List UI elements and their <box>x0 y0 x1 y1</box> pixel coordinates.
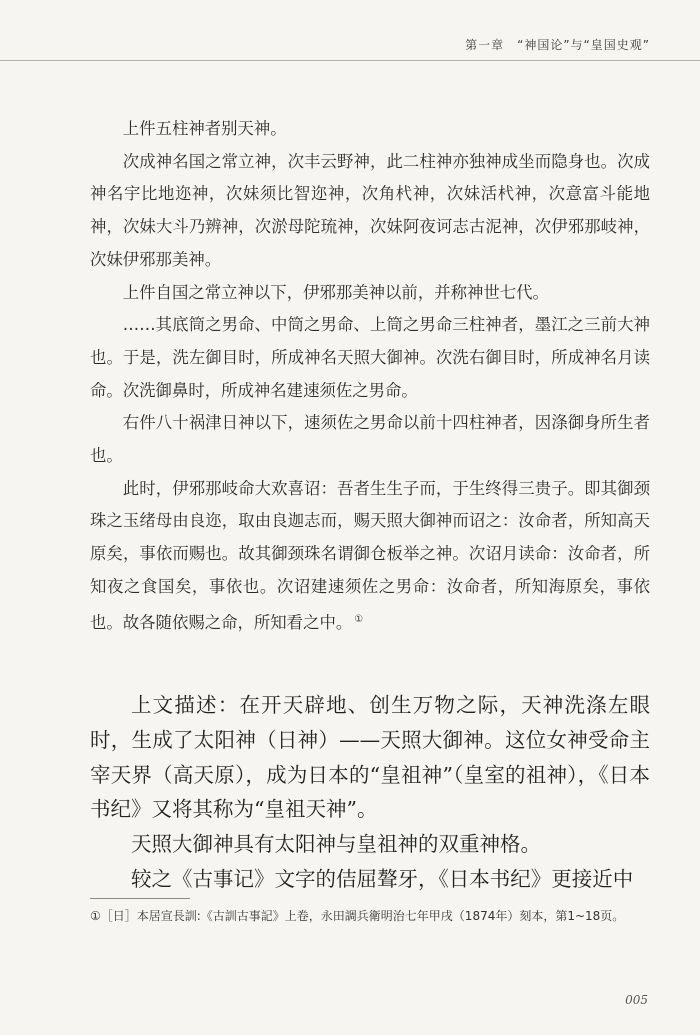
page-number: 005 <box>625 993 648 1007</box>
footnote-rule <box>90 898 190 899</box>
quote-paragraph-text: 此时，伊邪那岐命大欢喜诏：吾者生生子而，于生终得三贵子。即其御颈珠之玉绪母由良迩，取由良迦志而，赐天照大御神而诏之：汝命者，所知高天原矣，事依而赐也。故其御颈珠名谓御仓板举之神。次诏月读命：汝命者，所知夜之食国矣，事依也。次诏建速须佐之男命：汝命者，所知海原矣，事依也。故各随依赐之命，所知看之中。 <box>90 478 650 632</box>
quote-paragraph: ……其底筒之男命、中筒之男命、上筒之男命三柱神者，墨江之三前大神也。于是，洗左御目时，所成神名天照大御神。次洗右御目时，所成神名月读命。次洗御鼻时，所成神名建速须佐之男命。 <box>90 315 650 400</box>
quoted-passage <box>90 113 650 639</box>
body-text <box>90 688 650 897</box>
quote-paragraph: 上件自国之常立神以下，伊邪那美神以前，并称神世七代。 <box>122 282 549 302</box>
header-rule <box>0 60 700 61</box>
quote-paragraph: 右件八十祸津日神以下，速须佐之男命以前十四柱神者，因涤御身所生者也。 <box>90 413 650 466</box>
quote-paragraph: 上件五柱神者别天神。 <box>122 119 287 138</box>
body-paragraph: 较之《古事记》文字的佶屈聱牙，《日本书纪》更接近中 <box>131 866 634 891</box>
footnote-marker[interactable]: ① <box>354 613 364 625</box>
quote-paragraph: 次成神名国之常立神，次丰云野神，此二柱神亦独神成坐而隐身也。次成神名宇比地迩神，次妹须比智迩神，次角杙神，次妹活杙神，次意富斗能地神，次妹大斗乃辨神，次淤母陀琉神，次妹阿夜诃志古泥神，次伊邪那岐神，次妹伊邪那美神。 <box>90 151 650 269</box>
running-head: 第一章 “神国论”与“皇国史观” <box>465 38 650 52</box>
body-paragraph: 天照大御神具有太阳神与皇祖神的双重神格。 <box>131 832 541 857</box>
body-paragraph: 上文描述：在开天辟地、创生万物之际，天神洗涤左眼时，生成了太阳神（日神）——天照大御神。这位女神受命主宰天界（高天原），成为日本的“皇祖神”（皇室的祖神），《日本书纪》又将其称为“皇祖天神”。 <box>90 693 650 822</box>
footnote: ①［日］本居宣長訓:《古訓古事記》上卷，永田調兵衛明治七年甲戌（1874年）刻本，第1~18页。 <box>90 909 625 923</box>
quote-paragraph-last <box>90 473 650 640</box>
